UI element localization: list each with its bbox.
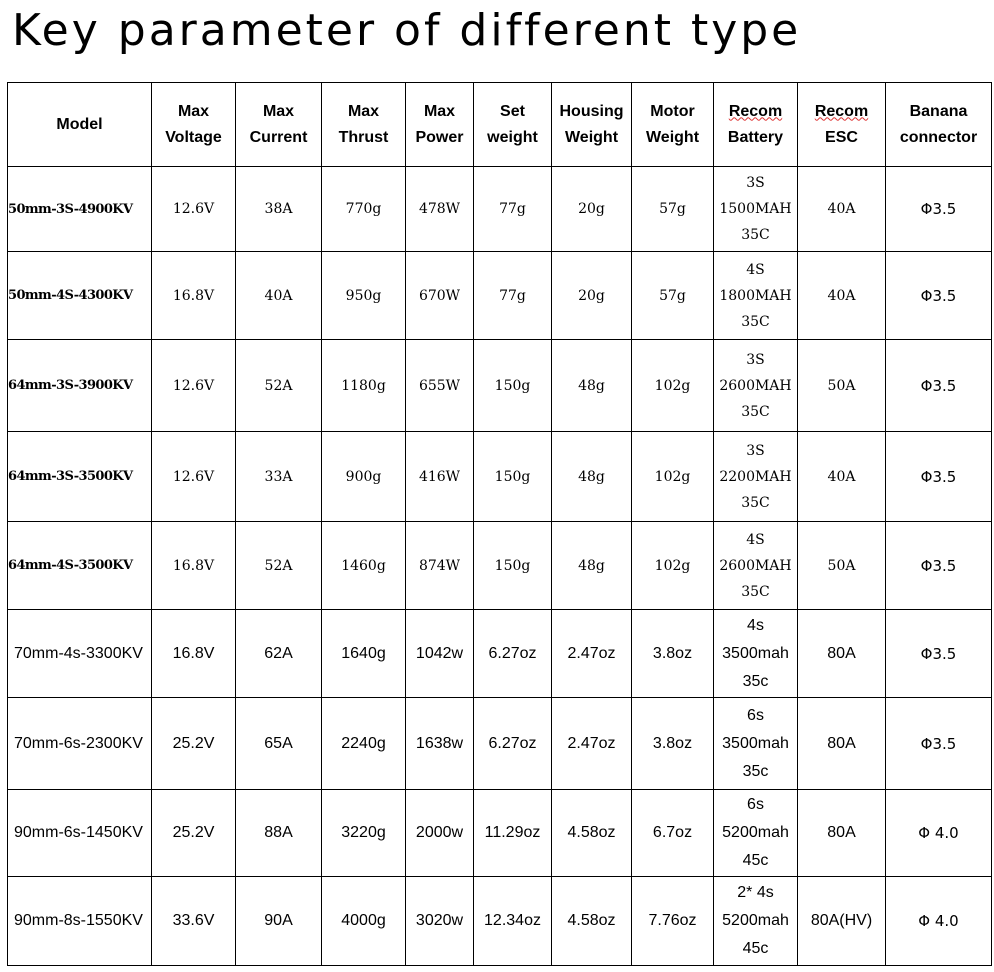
column-header-banana-connector [886, 83, 992, 167]
table-row [8, 167, 992, 252]
cell-voltage: 25.2V [152, 698, 236, 790]
column-header-model [8, 83, 152, 167]
cell-voltage: 16.8V [152, 522, 236, 610]
battery-line: 5200mah [722, 824, 789, 841]
cell-esc: 80A [798, 610, 886, 698]
cell-motor-weight: 102g [632, 522, 714, 610]
cell-power: 655W [406, 340, 474, 432]
cell-model: 70mm-6s-2300KV [8, 698, 152, 790]
cell-esc: 50A [798, 522, 886, 610]
cell-esc: 40A [798, 252, 886, 340]
cell-current: 52A [236, 522, 322, 610]
battery-line: 6s [747, 796, 764, 813]
cell-set-weight: 11.29oz [474, 790, 552, 877]
battery-line: 2200MAH [719, 468, 792, 485]
cell-housing-weight: 4.58oz [552, 877, 632, 966]
battery-line: 3S [746, 351, 765, 368]
cell-esc: 40A [798, 432, 886, 522]
battery-line: 35C [741, 494, 770, 511]
column-header-housing-weight [552, 83, 632, 167]
column-header-line2: Thrust [338, 128, 389, 146]
cell-battery [714, 167, 798, 252]
battery-line: 5200mah [722, 912, 789, 929]
battery-line: 3S [746, 442, 765, 459]
cell-esc: 80A(HV) [798, 877, 886, 966]
cell-connector: Φ3.5 [886, 252, 992, 340]
cell-model: 64mm-3S-3500KV [8, 432, 152, 522]
cell-battery [714, 877, 798, 966]
cell-power: 1042w [406, 610, 474, 698]
cell-model: 70mm-4s-3300KV [8, 610, 152, 698]
column-header-motor-weight [632, 83, 714, 167]
cell-housing-weight: 2.47oz [552, 698, 632, 790]
cell-connector: Φ3.5 [886, 167, 992, 252]
cell-power: 1638w [406, 698, 474, 790]
cell-current: 65A [236, 698, 322, 790]
cell-voltage: 12.6V [152, 167, 236, 252]
column-header-line1: Housing [559, 102, 624, 120]
cell-housing-weight: 2.47oz [552, 610, 632, 698]
cell-voltage: 16.8V [152, 252, 236, 340]
column-header-line1: Max [347, 102, 380, 120]
table-row [8, 340, 992, 432]
cell-thrust: 2240g [322, 698, 406, 790]
column-header-recom-battery [714, 83, 798, 167]
cell-power: 3020w [406, 877, 474, 966]
cell-current: 90A [236, 877, 322, 966]
cell-set-weight: 12.34oz [474, 877, 552, 966]
cell-model: 90mm-8s-1550KV [8, 877, 152, 966]
cell-connector: Φ3.5 [886, 610, 992, 698]
cell-motor-weight: 57g [632, 167, 714, 252]
table-header-row [8, 83, 992, 167]
battery-line: 6s [747, 706, 764, 724]
cell-esc: 80A [798, 698, 886, 790]
column-header-max-power [406, 83, 474, 167]
column-header-line2: Voltage [165, 128, 222, 146]
battery-line: 35C [741, 403, 770, 420]
cell-battery [714, 698, 798, 790]
battery-line: 1800MAH [719, 287, 792, 304]
cell-housing-weight: 48g [552, 340, 632, 432]
column-header-line2: Power [415, 128, 464, 146]
cell-set-weight: 6.27oz [474, 610, 552, 698]
battery-line: 45c [742, 852, 769, 869]
battery-line: 35c [742, 672, 769, 690]
cell-voltage: 12.6V [152, 432, 236, 522]
cell-connector: Φ 4.0 [886, 790, 992, 877]
column-header-line2: Current [249, 128, 308, 146]
cell-current: 88A [236, 790, 322, 877]
cell-set-weight: 77g [474, 167, 552, 252]
column-header-line2: Weight [564, 128, 619, 146]
column-header-line2: Weight [645, 128, 700, 146]
cell-motor-weight: 102g [632, 340, 714, 432]
column-header-recom-esc [798, 83, 886, 167]
cell-motor-weight: 6.7oz [632, 790, 714, 877]
column-header-line2: weight [487, 128, 538, 146]
column-header-line1: Model [56, 115, 103, 133]
cell-thrust: 1460g [322, 522, 406, 610]
cell-battery [714, 252, 798, 340]
spec-table [7, 82, 992, 966]
battery-line: 4S [746, 531, 765, 548]
cell-housing-weight: 20g [552, 252, 632, 340]
cell-current: 52A [236, 340, 322, 432]
battery-line: 35C [741, 313, 770, 330]
cell-set-weight: 150g [474, 340, 552, 432]
cell-power: 2000w [406, 790, 474, 877]
cell-housing-weight: 48g [552, 522, 632, 610]
cell-current: 33A [236, 432, 322, 522]
battery-line: 2* 4s [737, 884, 774, 901]
cell-model: 64mm-4S-3500KV [8, 522, 152, 610]
column-header-line1: Max [262, 102, 295, 120]
battery-line: 35C [741, 227, 770, 243]
table-row [8, 790, 992, 877]
cell-power: 874W [406, 522, 474, 610]
cell-current: 38A [236, 167, 322, 252]
page-title: Key parameter of different type [12, 5, 802, 56]
cell-current: 40A [236, 252, 322, 340]
column-header-line1: Recom [728, 102, 783, 120]
cell-battery [714, 432, 798, 522]
cell-set-weight: 150g [474, 432, 552, 522]
cell-battery [714, 340, 798, 432]
cell-thrust: 4000g [322, 877, 406, 966]
cell-model: 64mm-3S-3900KV [8, 340, 152, 432]
battery-line: 2600MAH [719, 377, 792, 394]
column-header-line1: Max [177, 102, 210, 120]
cell-connector: Φ3.5 [886, 522, 992, 610]
battery-line: 45c [742, 940, 769, 957]
battery-line: 3500mah [722, 644, 789, 662]
battery-line: 3500mah [722, 734, 789, 752]
cell-motor-weight: 3.8oz [632, 698, 714, 790]
cell-motor-weight: 57g [632, 252, 714, 340]
column-header-line1: Max [423, 102, 456, 120]
cell-thrust: 3220g [322, 790, 406, 877]
cell-esc: 50A [798, 340, 886, 432]
cell-thrust: 1640g [322, 610, 406, 698]
cell-battery [714, 522, 798, 610]
cell-motor-weight: 7.76oz [632, 877, 714, 966]
battery-line: 35C [741, 583, 770, 600]
cell-set-weight: 150g [474, 522, 552, 610]
column-header-max-thrust [322, 83, 406, 167]
table-row [8, 698, 992, 790]
column-header-line1: Set [500, 102, 525, 120]
cell-connector: Φ3.5 [886, 698, 992, 790]
cell-connector: Φ 4.0 [886, 877, 992, 966]
column-header-line1: Banana [909, 102, 968, 120]
table-body [8, 167, 992, 966]
column-header-line2: connector [899, 128, 978, 146]
table-row [8, 522, 992, 610]
column-header-max-voltage [152, 83, 236, 167]
column-header-set-weight [474, 83, 552, 167]
battery-line: 4S [746, 261, 765, 278]
cell-set-weight: 77g [474, 252, 552, 340]
cell-model: 50mm-3S-4900KV [8, 167, 152, 252]
cell-esc: 80A [798, 790, 886, 877]
cell-battery [714, 610, 798, 698]
cell-voltage: 33.6V [152, 877, 236, 966]
cell-thrust: 1180g [322, 340, 406, 432]
table-row [8, 432, 992, 522]
cell-housing-weight: 4.58oz [552, 790, 632, 877]
column-header-max-current [236, 83, 322, 167]
cell-housing-weight: 48g [552, 432, 632, 522]
column-header-line1: Motor [650, 102, 695, 120]
battery-line: 4s [747, 616, 764, 634]
cell-model: 50mm-4S-4300KV [8, 252, 152, 340]
column-header-line1: Recom [814, 102, 869, 120]
cell-set-weight: 6.27oz [474, 698, 552, 790]
cell-connector: Φ3.5 [886, 340, 992, 432]
cell-voltage: 16.8V [152, 610, 236, 698]
cell-housing-weight: 20g [552, 167, 632, 252]
column-header-line2: Battery [727, 128, 784, 146]
cell-thrust: 900g [322, 432, 406, 522]
cell-current: 62A [236, 610, 322, 698]
battery-line: 35c [742, 762, 769, 780]
cell-motor-weight: 102g [632, 432, 714, 522]
cell-voltage: 25.2V [152, 790, 236, 877]
battery-line: 3S [746, 175, 765, 191]
cell-battery [714, 790, 798, 877]
cell-motor-weight: 3.8oz [632, 610, 714, 698]
cell-power: 416W [406, 432, 474, 522]
cell-esc: 40A [798, 167, 886, 252]
cell-thrust: 950g [322, 252, 406, 340]
cell-power: 670W [406, 252, 474, 340]
cell-voltage: 12.6V [152, 340, 236, 432]
cell-thrust: 770g [322, 167, 406, 252]
table-row [8, 610, 992, 698]
battery-line: 2600MAH [719, 557, 792, 574]
table-row [8, 877, 992, 966]
cell-model: 90mm-6s-1450KV [8, 790, 152, 877]
battery-line: 1500MAH [719, 201, 792, 217]
cell-connector: Φ3.5 [886, 432, 992, 522]
cell-power: 478W [406, 167, 474, 252]
column-header-line2: ESC [825, 128, 858, 146]
table-row [8, 252, 992, 340]
